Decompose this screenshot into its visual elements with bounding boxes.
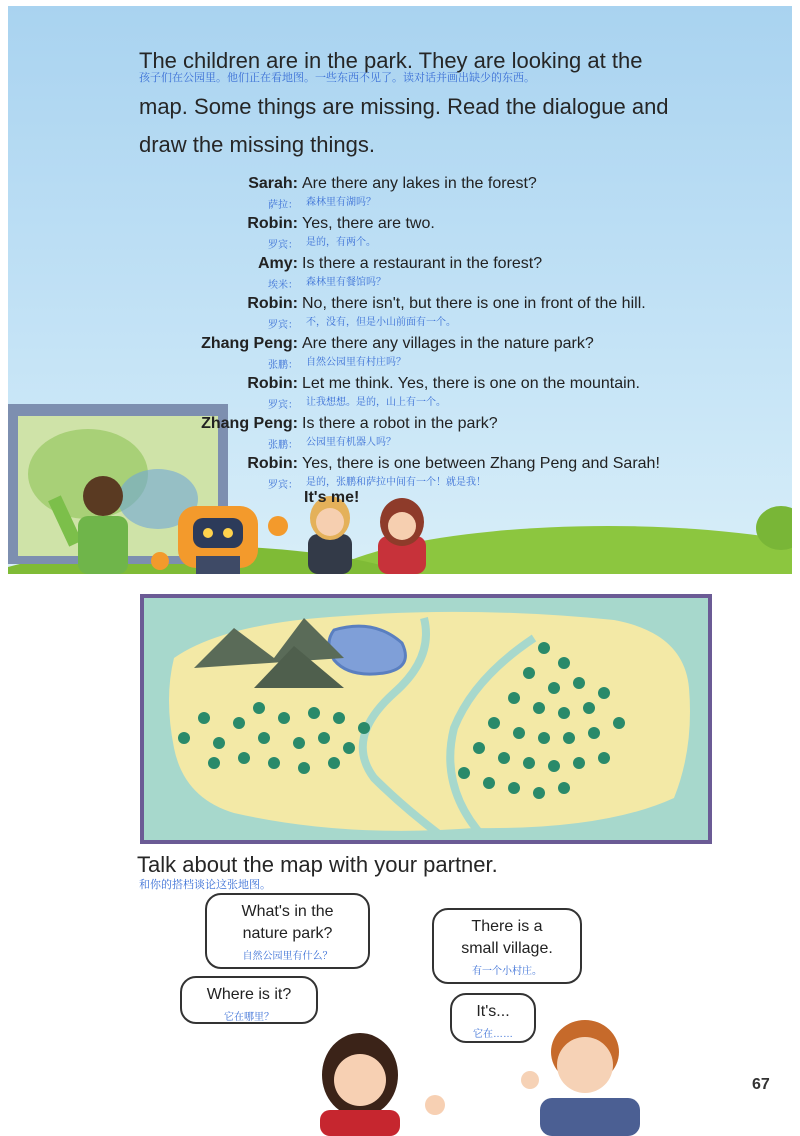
- speaker-name: Zhang Peng:: [201, 335, 298, 352]
- speaker-name: Robin:: [247, 455, 298, 472]
- bubble-translation: 自然公园里有什么？: [242, 951, 333, 962]
- speech-bubble-answer: [432, 908, 582, 984]
- speaker-name: Amy:: [257, 255, 298, 272]
- speaker-name: Zhang Peng:: [201, 415, 298, 432]
- speaker-name-zh: 张鹏：: [268, 440, 298, 451]
- dialogue-text: Let me think. Yes, there is one on the mountain.: [302, 375, 640, 392]
- dialogue-translation: [168, 276, 778, 291]
- dialogue: [168, 174, 778, 494]
- dialogue-translation: [168, 356, 778, 371]
- bubble-translation: 它在……: [473, 1029, 513, 1040]
- instruction-line: The children are in the park. They are looking at the: [139, 48, 643, 73]
- dialogue-line: [168, 334, 778, 354]
- map-illustration: [144, 598, 708, 840]
- speaker-name-zh: 罗宾：: [268, 240, 298, 251]
- talk-section: [137, 852, 498, 892]
- speaker-name-zh: 张鹏：: [268, 360, 298, 371]
- speaker-name-zh: 罗宾：: [268, 320, 298, 331]
- dialogue-text: Are there any villages in the nature park?: [302, 335, 594, 352]
- dialogue-text-zh: 是的，有两个。: [306, 237, 376, 248]
- speaker-name-zh: 罗宾：: [268, 480, 298, 491]
- dialogue-text-zh: 让我想想。是的，山上有一个。: [306, 397, 446, 408]
- dialogue-line: [168, 174, 778, 194]
- dialogue-translation: [168, 236, 778, 251]
- bubble-text: It's...: [476, 1003, 510, 1020]
- dialogue-text: Is there a robot in the park?: [302, 415, 498, 432]
- bubble-translation: 有一个小村庄。: [472, 966, 542, 977]
- dialogue-text-zh: 自然公园里有村庄吗？: [306, 357, 406, 368]
- dialogue-text-zh: 森林里有湖吗？: [306, 197, 376, 208]
- dialogue-text: No, there isn't, but there is one in front of the hill.: [302, 295, 646, 312]
- boy-illustration: [510, 1010, 660, 1136]
- dialogue-line: [168, 214, 778, 234]
- speaker-name-zh: 萨拉：: [268, 200, 298, 211]
- speech-bubble-question: [205, 893, 370, 969]
- dialogue-text-zh: 森林里有餐馆吗？: [306, 277, 386, 288]
- dialogue-translation: [168, 316, 778, 331]
- bubble-text: small village.: [461, 940, 553, 957]
- dialogue-text: Yes, there are two.: [302, 215, 435, 232]
- speaker-name-zh: 埃米：: [268, 280, 298, 291]
- dialogue-text: Are there any lakes in the forest?: [302, 175, 537, 192]
- dialogue-line: [168, 454, 778, 474]
- instruction-line: draw the missing things.: [139, 132, 375, 157]
- speaker-name: Robin:: [247, 375, 298, 392]
- dialogue-translation: [168, 196, 778, 211]
- dialogue-text-zh: 公园里有机器人吗？: [306, 437, 396, 448]
- page-number: 67: [752, 1076, 770, 1093]
- bubble-text: Where is it?: [206, 986, 292, 1003]
- bubble-text: There is a: [471, 918, 543, 935]
- bubble-text: nature park?: [242, 925, 333, 942]
- dialogue-text: Is there a restaurant in the forest?: [302, 255, 543, 272]
- speaker-name-zh: 罗宾：: [268, 400, 298, 411]
- dialogue-line: [168, 254, 778, 274]
- its-me-text: It's me!: [304, 489, 360, 506]
- speaker-name: Robin:: [247, 215, 298, 232]
- talk-title-translation: 和你的搭档谈论这张地图。: [139, 879, 271, 891]
- bubble-translation: 它在哪里？: [224, 1012, 274, 1023]
- talk-title: Talk about the map with your partner.: [137, 852, 498, 877]
- bubble-text: What's in the: [241, 903, 334, 920]
- dialogue-line: [168, 294, 778, 314]
- dialogue-text-zh: 不，没有，但是小山前面有一个。: [306, 317, 456, 328]
- instruction-translation: 孩子们在公园里。他们正在看地图。一些东西不见了。读对话并画出缺少的东西。: [139, 72, 535, 84]
- nature-park-map: [140, 594, 712, 844]
- dialogue-text: Yes, there is one between Zhang Peng and Sarah!: [302, 455, 660, 472]
- instruction-line: map. Some things are missing. Read the dialogue and: [139, 94, 669, 119]
- dialogue-text-zh: 是的，张鹏和萨拉中间有一个！就是我！: [306, 477, 486, 488]
- speaker-name: Robin:: [247, 295, 298, 312]
- dialogue-line: [168, 374, 778, 394]
- park-scene: [8, 6, 792, 574]
- dialogue-translation: [168, 476, 778, 491]
- speech-bubble-where: [180, 976, 318, 1024]
- speaker-name: Sarah:: [248, 175, 298, 192]
- dialogue-translation: [168, 436, 778, 451]
- dialogue-translation: [168, 396, 778, 411]
- dialogue-line: [168, 414, 778, 434]
- girl-illustration: [300, 1030, 460, 1136]
- instructions: [139, 46, 779, 160]
